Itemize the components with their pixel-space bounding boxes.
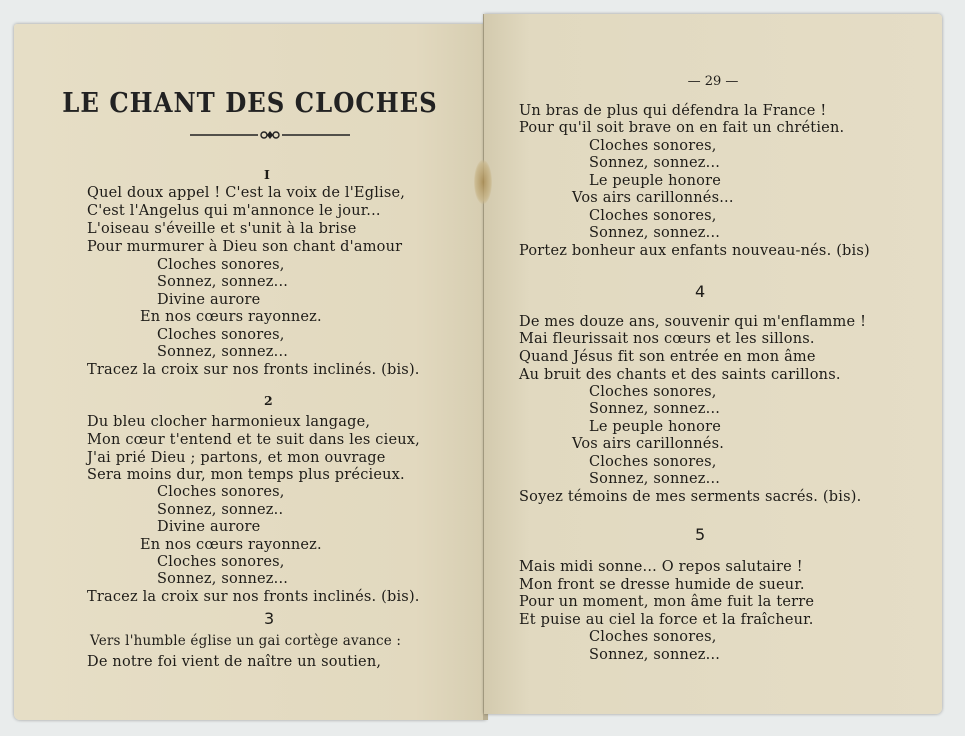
refrain-line: Cloches sonores, [589, 138, 717, 154]
verse-line: Mon cœur t'entend et te suit dans les cieux, [87, 432, 420, 448]
verse-number-4: 4 [695, 282, 706, 301]
verse-line: Vers l'humble église un gai cortège avance : [90, 633, 402, 649]
refrain-line: Sonnez, sonnez... [589, 471, 721, 487]
refrain-line: Sonnez, sonnez... [157, 274, 289, 290]
refrain-line: En nos cœurs rayonnez. [140, 309, 322, 325]
verse-line: Quel doux appel ! C'est la voix de l'Eglise, [87, 185, 406, 201]
refrain-line: Cloches sonores, [157, 484, 285, 500]
verse-line: Pour murmurer à Dieu son chant d'amour [87, 239, 403, 255]
refrain-line: Vos airs carillonnés. [572, 436, 725, 452]
refrain-line: Sonnez, sonnez.. [157, 502, 284, 518]
refrain-line: Vos airs carillonnés... [572, 190, 734, 206]
verse-line: Au bruit des chants et des saints carillons. [519, 367, 841, 383]
verse-line: Mon front se dresse humide de sueur. [519, 577, 805, 593]
song-title: LE CHANT DES CLOCHES [62, 88, 438, 119]
verse-line: De mes douze ans, souvenir qui m'enflamme ! [519, 314, 867, 330]
verse-line: Mais midi sonne... O repos salutaire ! [519, 559, 803, 575]
refrain-line: Cloches sonores, [157, 327, 285, 343]
verse-number-5: 5 [695, 525, 706, 544]
verse-line: Un bras de plus qui défendra la France ! [519, 103, 827, 119]
verse-line: Du bleu clocher harmonieux langage, [87, 414, 371, 430]
verse-line: Quand Jésus fit son entrée en mon âme [519, 349, 816, 365]
verse-line: Sera moins dur, mon temps plus précieux. [87, 467, 405, 483]
refrain-line: Sonnez, sonnez... [589, 401, 721, 417]
verse-line: Et puise au ciel la force et la fraîcheur. [519, 612, 814, 628]
refrain-line: Sonnez, sonnez... [157, 344, 289, 360]
refrain-line: Sonnez, sonnez... [589, 647, 721, 663]
verse-line: Tracez la croix sur nos fronts inclinés. (bis). [87, 589, 420, 605]
refrain-line: Divine aurore [157, 519, 261, 535]
refrain-line: En nos cœurs rayonnez. [140, 537, 322, 553]
verse-number-1: I [264, 167, 270, 182]
verse-line: Soyez témoins de mes serments sacrés. (bis). [519, 489, 862, 505]
verse-line: L'oiseau s'éveille et s'unit à la brise [87, 221, 357, 237]
refrain-line: Le peuple honore [589, 419, 721, 435]
refrain-line: Le peuple honore [589, 173, 721, 189]
refrain-line: Sonnez, sonnez... [157, 571, 289, 587]
refrain-line: Sonnez, sonnez... [589, 225, 721, 241]
verse-line: C'est l'Angelus qui m'annonce le jour... [87, 203, 381, 219]
verse-line: Pour un moment, mon âme fuit la terre [519, 594, 815, 610]
verse-line: Mai fleurissait nos cœurs et les sillons. [519, 331, 815, 347]
title-ornament [190, 128, 350, 142]
refrain-line: Cloches sonores, [589, 208, 717, 224]
verse-line: De notre foi vient de naître un soutien, [87, 654, 382, 670]
verse-line: Portez bonheur aux enfants nouveau-nés. (bis) [519, 243, 870, 259]
refrain-line: Cloches sonores, [157, 554, 285, 570]
refrain-line: Cloches sonores, [589, 384, 717, 400]
refrain-line: Cloches sonores, [589, 629, 717, 645]
refrain-line: Divine aurore [157, 292, 261, 308]
refrain-line: Cloches sonores, [157, 257, 285, 273]
verse-line: J'ai prié Dieu ; partons, et mon ouvrage [87, 450, 386, 466]
binding-stain [474, 160, 492, 204]
page-number: — 29 — [687, 74, 739, 89]
refrain-line: Sonnez, sonnez... [589, 155, 721, 171]
refrain-line: Cloches sonores, [589, 454, 717, 470]
verse-number-3: 3 [264, 609, 275, 628]
verse-line: Tracez la croix sur nos fronts inclinés. (bis). [87, 362, 420, 378]
verse-number-2: 2 [264, 393, 273, 408]
verse-line: Pour qu'il soit brave on en fait un chrétien. [519, 120, 845, 136]
